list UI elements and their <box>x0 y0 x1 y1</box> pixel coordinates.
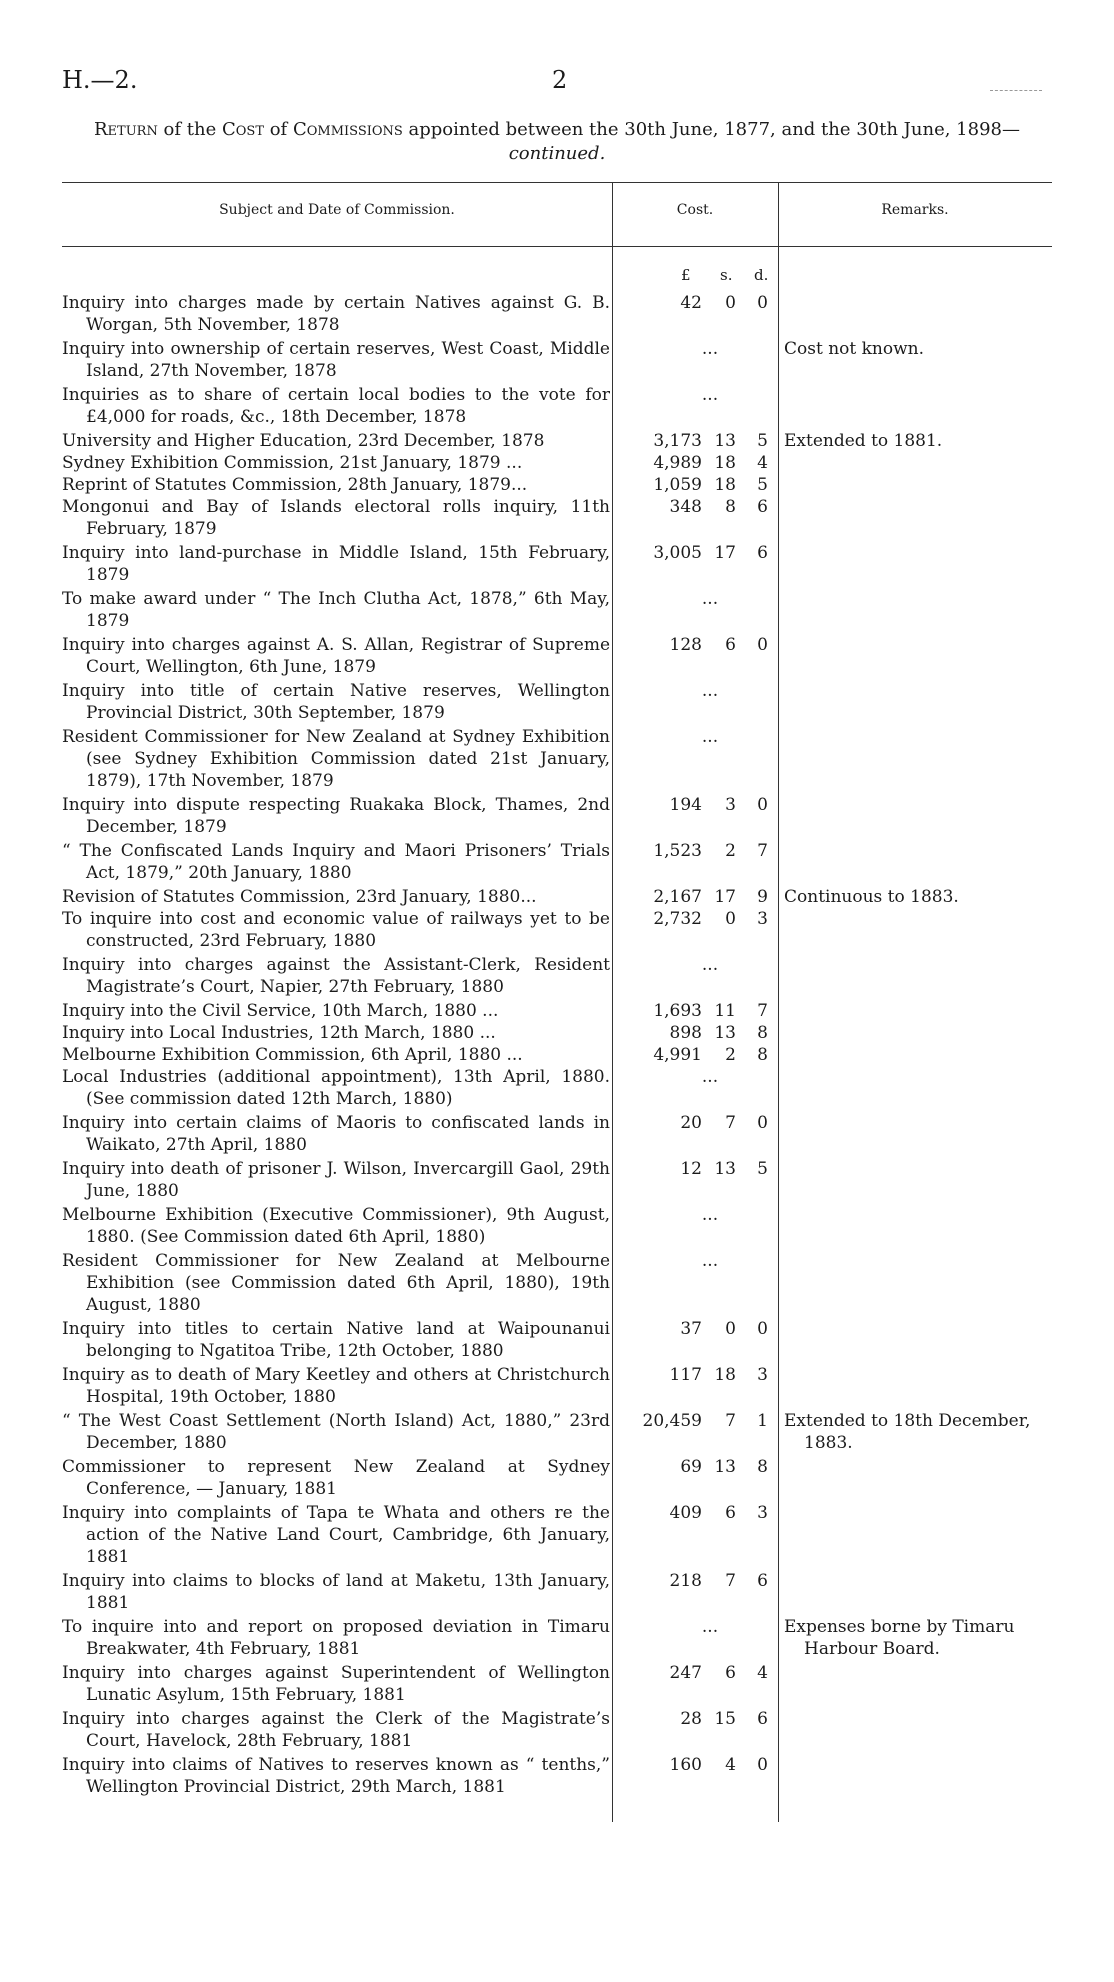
cost-pounds: 12 <box>680 1159 702 1179</box>
cost-pence: 6 <box>757 543 768 563</box>
commission-subject: Reprint of Statutes Commission, 28th January, 1879... <box>62 475 528 495</box>
commission-subject: To inquire into cost and economic value of railways yet to be constructed, 23rd February, 1880 <box>62 909 610 951</box>
title-text: appointed between the 30th June, 1877, and the 30th June, 1898— <box>402 119 1020 140</box>
cost-pence: 5 <box>757 475 768 495</box>
cost-not-known: ... <box>701 1205 719 1225</box>
cost-pence: 3 <box>757 1365 768 1385</box>
cost-pounds: 4,991 <box>653 1045 702 1065</box>
cost-shillings: 13 <box>714 1457 736 1477</box>
commission-subject: Inquiry into charges against Superintendent of Wellington Lunatic Asylum, 15th February, 1881 <box>62 1663 610 1705</box>
cost-shillings: 4 <box>725 1755 736 1775</box>
commission-subject: Inquiry into dispute respecting Ruakaka Block, Thames, 2nd December, 1879 <box>62 795 610 837</box>
commission-subject: Inquiry into certain claims of Maoris to confiscated lands in Waikato, 27th April, 1880 <box>62 1113 610 1155</box>
cost-shillings: 13 <box>714 431 736 451</box>
commission-subject: Revision of Statutes Commission, 23rd January, 1880... <box>62 887 537 907</box>
cost-shillings: 13 <box>714 1159 736 1179</box>
cost-shillings: 18 <box>714 475 736 495</box>
unit-shillings: s. <box>720 266 733 284</box>
cost-shillings: 18 <box>714 1365 736 1385</box>
cost-shillings: 2 <box>725 841 736 861</box>
cost-pence: 8 <box>757 1045 768 1065</box>
cost-not-known: ... <box>701 955 719 975</box>
cost-shillings: 11 <box>714 1001 736 1021</box>
column-divider-cost <box>778 182 779 1822</box>
title-italic: continued. <box>508 143 606 164</box>
commission-subject: Inquiry as to death of Mary Keetley and others at Christchurch Hospital, 19th October, 1880 <box>62 1365 610 1407</box>
cost-pounds: 20,459 <box>642 1411 702 1431</box>
cost-shillings: 6 <box>725 1503 736 1523</box>
commission-subject: Commissioner to represent New Zealand at Sydney Conference, — January, 1881 <box>62 1457 610 1499</box>
cost-pounds: 1,523 <box>653 841 702 861</box>
cost-not-known: ... <box>701 1067 719 1087</box>
cost-not-known: ... <box>701 589 719 609</box>
cost-shillings: 15 <box>714 1709 736 1729</box>
table-top-rule <box>62 182 1052 183</box>
commission-subject: Inquiry into charges against A. S. Allan, Registrar of Supreme Court, Wellington, 6th June, 1879 <box>62 635 610 677</box>
cost-shillings: 17 <box>714 543 736 563</box>
commission-subject: To make award under “ The Inch Clutha Act, 1878,” 6th May, 1879 <box>62 589 610 631</box>
commission-subject: “ The Confiscated Lands Inquiry and Maori Prisoners’ Trials Act, 1879,” 20th January, 1880 <box>62 841 610 883</box>
cost-pounds: 2,732 <box>653 909 702 929</box>
margin-mark <box>990 90 1042 91</box>
page-number: 2 <box>552 66 568 94</box>
cost-pounds: 348 <box>669 497 702 517</box>
title-word: Commissions <box>292 119 403 140</box>
commission-subject: Melbourne Exhibition Commission, 6th April, 1880 ... <box>62 1045 523 1065</box>
commission-subject: “ The West Coast Settlement (North Island) Act, 1880,” 23rd December, 1880 <box>62 1411 610 1453</box>
cost-shillings: 7 <box>725 1411 736 1431</box>
cost-pence: 0 <box>757 635 768 655</box>
commission-subject: Melbourne Exhibition (Executive Commissioner), 9th August, 1880. (See Commission dated 6th April, 1880) <box>62 1205 610 1247</box>
commission-remark: Cost not known. <box>784 339 925 359</box>
page-id: H.—2. <box>62 66 138 94</box>
cost-pence: 0 <box>757 1113 768 1133</box>
commission-remark: Extended to 18th December, 1883. <box>784 1411 1031 1453</box>
commission-subject: Inquiries as to share of certain local bodies to the vote for £4,000 for roads, &c., 18th December, 1878 <box>62 385 610 427</box>
cost-pence: 6 <box>757 1709 768 1729</box>
cost-shillings: 13 <box>714 1023 736 1043</box>
cost-pounds: 3,005 <box>653 543 702 563</box>
cost-pounds: 160 <box>669 1755 702 1775</box>
commission-subject: Resident Commissioner for New Zealand at Melbourne Exhibition (see Commission dated 6th April, 1880), 19th August, 1880 <box>62 1251 610 1315</box>
cost-pounds: 28 <box>680 1709 702 1729</box>
cost-pence: 3 <box>757 1503 768 1523</box>
cost-pounds: 42 <box>680 293 702 313</box>
table-header-rule <box>62 246 1052 247</box>
cost-pounds: 1,059 <box>653 475 702 495</box>
cost-pence: 0 <box>757 1755 768 1775</box>
commission-subject: Local Industries (additional appointment), 13th April, 1880. (See commission dated 12th March, 1880) <box>62 1067 610 1109</box>
commission-subject: Inquiry into Local Industries, 12th March, 1880 ... <box>62 1023 496 1043</box>
cost-pence: 9 <box>757 887 768 907</box>
commission-subject: To inquire into and report on proposed deviation in Timaru Breakwater, 4th February, 1881 <box>62 1617 610 1659</box>
commission-subject: Inquiry into charges against the Clerk of the Magistrate’s Court, Havelock, 28th February, 1881 <box>62 1709 610 1751</box>
title-text: of the <box>157 119 222 140</box>
cost-pounds: 218 <box>669 1571 702 1591</box>
cost-not-known: ... <box>701 1617 719 1637</box>
cost-not-known: ... <box>701 681 719 701</box>
cost-shillings: 6 <box>725 1663 736 1683</box>
page-title <box>62 118 1052 166</box>
commission-subject: Inquiry into land-purchase in Middle Island, 15th February, 1879 <box>62 543 610 585</box>
cost-shillings: 2 <box>725 1045 736 1065</box>
title-word: Return <box>93 119 158 140</box>
cost-not-known: ... <box>701 339 719 359</box>
cost-pence: 1 <box>757 1411 768 1431</box>
cost-pounds: 117 <box>669 1365 702 1385</box>
cost-pence: 3 <box>757 909 768 929</box>
commission-subject: Inquiry into title of certain Native reserves, Wellington Provincial District, 30th September, 1879 <box>62 681 610 723</box>
cost-pounds: 194 <box>669 795 702 815</box>
cost-pence: 5 <box>757 1159 768 1179</box>
commission-subject: Inquiry into complaints of Tapa te Whata and others re the action of the Native Land Court, Cambridge, 6th January, 1881 <box>62 1503 610 1567</box>
column-header-cost: Cost. <box>676 202 714 218</box>
title-text: of <box>264 119 293 140</box>
cost-shillings: 0 <box>725 293 736 313</box>
cost-pounds: 4,989 <box>653 453 702 473</box>
commission-subject: Inquiry into claims to blocks of land at Maketu, 13th January, 1881 <box>62 1571 610 1613</box>
cost-shillings: 8 <box>725 497 736 517</box>
cost-shillings: 7 <box>725 1571 736 1591</box>
commission-remark: Expenses borne by Timaru Harbour Board. <box>784 1617 1015 1659</box>
cost-pounds: 128 <box>669 635 702 655</box>
cost-pence: 5 <box>757 431 768 451</box>
commission-subject: Inquiry into charges made by certain Natives against G. B. Worgan, 5th November, 1878 <box>62 293 610 335</box>
cost-pounds: 69 <box>680 1457 702 1477</box>
cost-shillings: 6 <box>725 635 736 655</box>
cost-pence: 4 <box>757 1663 768 1683</box>
cost-pence: 8 <box>757 1023 768 1043</box>
cost-pence: 0 <box>757 795 768 815</box>
cost-not-known: ... <box>701 385 719 405</box>
column-divider-subject <box>612 182 613 1822</box>
cost-shillings: 3 <box>725 795 736 815</box>
cost-pence: 0 <box>757 293 768 313</box>
cost-shillings: 0 <box>725 1319 736 1339</box>
cost-not-known: ... <box>701 1251 719 1271</box>
commission-subject: Inquiry into death of prisoner J. Wilson, Invercargill Gaol, 29th June, 1880 <box>62 1159 610 1201</box>
commission-remark: Extended to 1881. <box>784 431 943 451</box>
cost-pence: 0 <box>757 1319 768 1339</box>
cost-pence: 8 <box>757 1457 768 1477</box>
cost-shillings: 17 <box>714 887 736 907</box>
cost-pounds: 2,167 <box>653 887 702 907</box>
column-header-subject: Subject and Date of Commission. <box>219 202 455 218</box>
cost-shillings: 7 <box>725 1113 736 1133</box>
cost-pence: 4 <box>757 453 768 473</box>
cost-not-known: ... <box>701 727 719 747</box>
commission-subject: Inquiry into claims of Natives to reserves known as “ tenths,” Wellington Provincial District, 29th March, 1881 <box>62 1755 610 1797</box>
cost-pounds: 409 <box>669 1503 702 1523</box>
commission-subject: Resident Commissioner for New Zealand at Sydney Exhibition (see Sydney Exhibition Commission dated 21st January, 1879), 17th November, 1879 <box>62 727 610 791</box>
cost-shillings: 18 <box>714 453 736 473</box>
commission-subject: Sydney Exhibition Commission, 21st January, 1879 ... <box>62 453 523 473</box>
cost-pence: 6 <box>757 1571 768 1591</box>
commission-subject: Inquiry into charges against the Assistant-Clerk, Resident Magistrate’s Court, Napier, 27th February, 1880 <box>62 955 610 997</box>
cost-pence: 6 <box>757 497 768 517</box>
commission-subject: University and Higher Education, 23rd December, 1878 <box>62 431 545 451</box>
commission-subject: Inquiry into titles to certain Native land at Waipounanui belonging to Ngatitoa Tribe, 12th October, 1880 <box>62 1319 610 1361</box>
cost-pence: 7 <box>757 841 768 861</box>
commission-subject: Mongonui and Bay of Islands electoral rolls inquiry, 11th February, 1879 <box>62 497 610 539</box>
cost-pounds: 3,173 <box>653 431 702 451</box>
cost-pounds: 898 <box>669 1023 702 1043</box>
unit-pounds: £ <box>681 266 691 284</box>
cost-pounds: 37 <box>680 1319 702 1339</box>
column-header-remarks: Remarks. <box>881 202 949 218</box>
unit-pence: d. <box>754 266 769 284</box>
cost-shillings: 0 <box>725 909 736 929</box>
commission-subject: Inquiry into ownership of certain reserves, West Coast, Middle Island, 27th November, 1878 <box>62 339 610 381</box>
cost-pounds: 20 <box>680 1113 702 1133</box>
cost-pounds: 247 <box>669 1663 702 1683</box>
title-word: Cost <box>221 119 264 140</box>
commission-remark: Continuous to 1883. <box>784 887 959 907</box>
cost-pounds: 1,693 <box>653 1001 702 1021</box>
cost-pence: 7 <box>757 1001 768 1021</box>
commission-subject: Inquiry into the Civil Service, 10th March, 1880 ... <box>62 1001 499 1021</box>
